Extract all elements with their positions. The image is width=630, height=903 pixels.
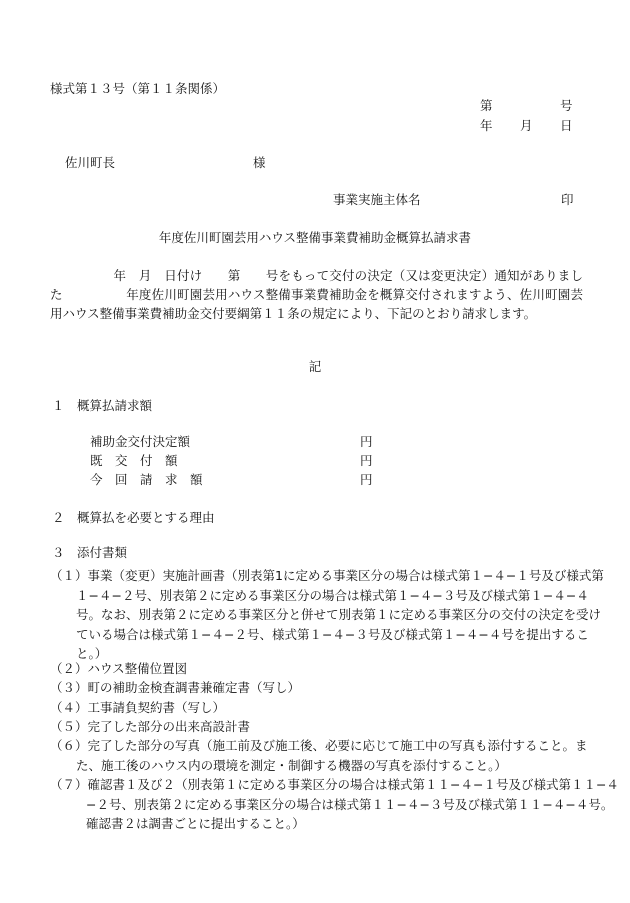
attachment-item-1: （１）事業（変更）実施計画書（別表第1に定める事業区分の場合は様式第１−４−１号及び様式第１−４−２号、別表第２に定める事業区分の場合は様式第１−４−３号及び様式第１−４−４号。なお、別表第２に定める事業区分と併せて別表第１に定める事業区分の交付の決定を受けている場合は様式第１−４−２号、様式第１−４−３号及び様式第１−４−４号を提出すること。） xyxy=(50,568,604,661)
date-day: 日 xyxy=(560,118,573,133)
amount-row-decided xyxy=(90,434,373,449)
applicant xyxy=(333,192,574,207)
seal-mark: 印 xyxy=(561,192,574,207)
section3-heading: ３ 添付書類 xyxy=(52,545,128,560)
section1-heading: １ 概算払請求額 xyxy=(52,398,153,413)
number-prefix: 第 xyxy=(480,98,493,113)
addressee xyxy=(65,155,266,170)
amount-label: 補助金交付決定額 xyxy=(90,434,191,449)
amount-unit: 円 xyxy=(360,472,373,487)
attachment-item-2: （２）ハウス整備位置図 xyxy=(50,661,188,676)
applicant-label: 事業実施主体名 xyxy=(333,192,421,207)
amount-unit: 円 xyxy=(360,434,373,449)
date-year: 年 xyxy=(480,118,493,133)
amount-unit: 円 xyxy=(360,453,373,468)
amount-label: 既 交 付 額 xyxy=(90,453,178,468)
attachment-item-7: （７）確認書１及び２（別表第１に定める事業区分の場合は様式第１１−４−１号及び様式第１１−４−２号、別表第２に定める事業区分の場合は様式第１１−４−３号及び様式第１１−４−４号。確認書２は調書ごとに提出すること。） xyxy=(50,777,619,831)
body-paragraph: 年 月 日付け 第 号をもって交付の決定（又は変更決定）通知がありました 年度佐川町園芸用ハウス整備事業費補助金を概算交付されますよう、佐川町園芸用ハウス整備事業費補助金交付要綱第１１条の規定により、下記のとおり請求します。 xyxy=(50,268,583,321)
document-title: 年度佐川町園芸用ハウス整備事業費補助金概算払請求書 xyxy=(158,230,472,245)
addressee-name: 佐川町長 xyxy=(65,155,116,170)
amount-label: 今 回 請 求 額 xyxy=(90,472,203,487)
attachment-item-6: （６）完了した部分の写真（施工前及び施工後、必要に応じて施工中の写真も添付すること。また、施工後のハウス内の環境を測定・制御する機器の写真を添付すること。） xyxy=(50,738,588,773)
attachment-item-3: （３）町の補助金検査調書兼確定書（写し） xyxy=(50,680,301,695)
amount-row-paid xyxy=(90,453,373,468)
date-month: 月 xyxy=(520,118,533,133)
amount-row-requested xyxy=(90,472,373,487)
addressee-honorific: 様 xyxy=(253,155,266,170)
attachment-item-4: （４）工事請負契約書（写し） xyxy=(50,700,226,715)
section2-heading: ２ 概算払を必要とする理由 xyxy=(52,510,215,525)
ki-marker: 記 xyxy=(308,359,322,374)
attachment-item-5: （５）完了した部分の出来高設計書 xyxy=(50,719,251,734)
number-suffix: 号 xyxy=(560,98,573,113)
form-number: 様式第１３号（第１１条関係） xyxy=(50,81,226,96)
